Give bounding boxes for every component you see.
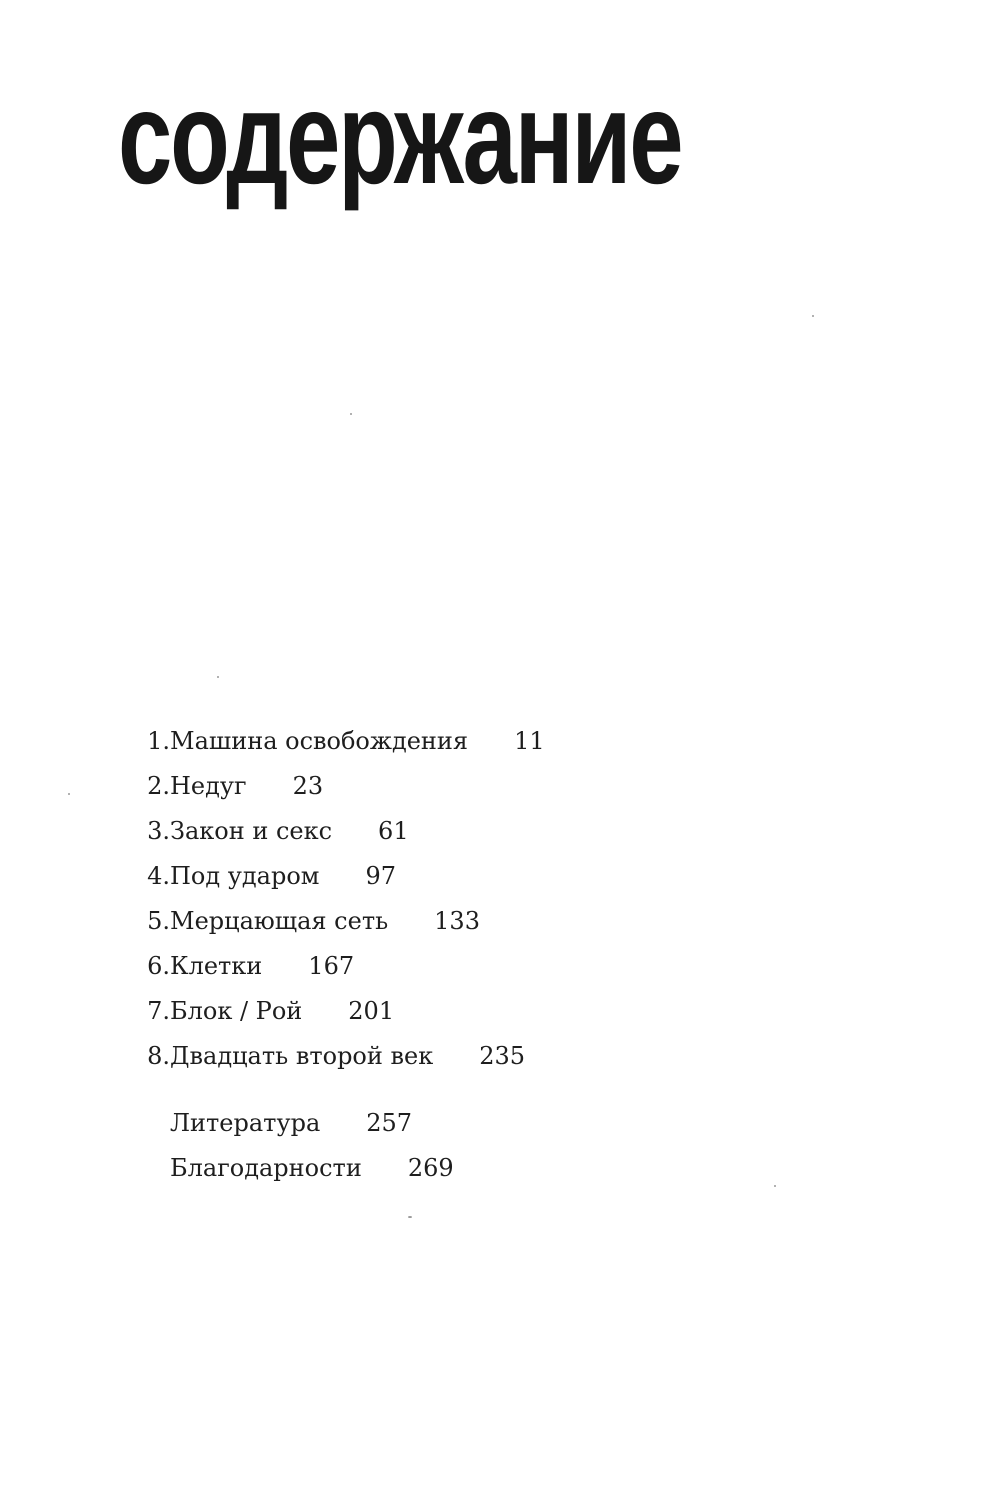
chapter-number: 6. (147, 952, 170, 980)
chapter-number: 2. (147, 772, 170, 800)
chapter-page: 11 (514, 727, 545, 755)
page-title: содержание (118, 64, 682, 211)
chapter-title: Мерцающая сеть (170, 907, 389, 935)
chapter-number: 8. (147, 1042, 170, 1070)
chapter-title: Машина освобождения (170, 727, 469, 755)
chapter-page: 167 (308, 952, 355, 980)
toc-entry-4 (126, 862, 545, 907)
chapter-title: Двадцать второй век (170, 1042, 434, 1070)
toc-entry-7 (126, 997, 545, 1042)
paper-speck (812, 315, 814, 317)
chapter-title: Клетки (170, 952, 263, 980)
chapter-page: 133 (434, 907, 480, 935)
paper-speck (774, 1185, 776, 1187)
paper-speck (68, 793, 70, 795)
toc-entry-references (126, 1109, 545, 1154)
chapter-number: 5. (147, 907, 170, 935)
chapter-page: 23 (292, 772, 324, 800)
paper-speck (217, 676, 219, 678)
toc-entry-3 (126, 817, 545, 862)
back-matter-page: 269 (407, 1154, 454, 1182)
toc-entry-6 (126, 952, 545, 997)
toc-entry-5 (126, 907, 545, 952)
chapter-number: 4. (147, 862, 170, 890)
toc-entry-2 (126, 772, 545, 817)
paper-speck (350, 413, 352, 415)
paper-speck (408, 1216, 412, 1218)
back-matter-page: 257 (366, 1109, 413, 1137)
chapter-title: Недуг (170, 772, 247, 800)
chapter-page: 201 (348, 997, 395, 1025)
toc-entry-acknowledgements (126, 1154, 545, 1199)
chapter-title: Закон и секс (170, 817, 333, 845)
back-matter-title: Благодарности (170, 1154, 362, 1182)
chapter-number: 3. (147, 817, 170, 845)
toc-spacer (126, 1087, 545, 1109)
chapter-title: Под ударом (170, 862, 320, 890)
toc-entry-8 (126, 1042, 545, 1087)
chapter-page: 97 (365, 862, 397, 890)
toc-entry-1 (126, 727, 545, 772)
chapter-title: Блок / Рой (170, 997, 303, 1025)
chapter-page: 61 (378, 817, 409, 845)
chapter-page: 235 (479, 1042, 526, 1070)
chapter-number: 7. (147, 997, 170, 1025)
chapter-number: 1. (147, 727, 170, 755)
table-of-contents (126, 727, 545, 1199)
back-matter-title: Литература (170, 1109, 321, 1137)
